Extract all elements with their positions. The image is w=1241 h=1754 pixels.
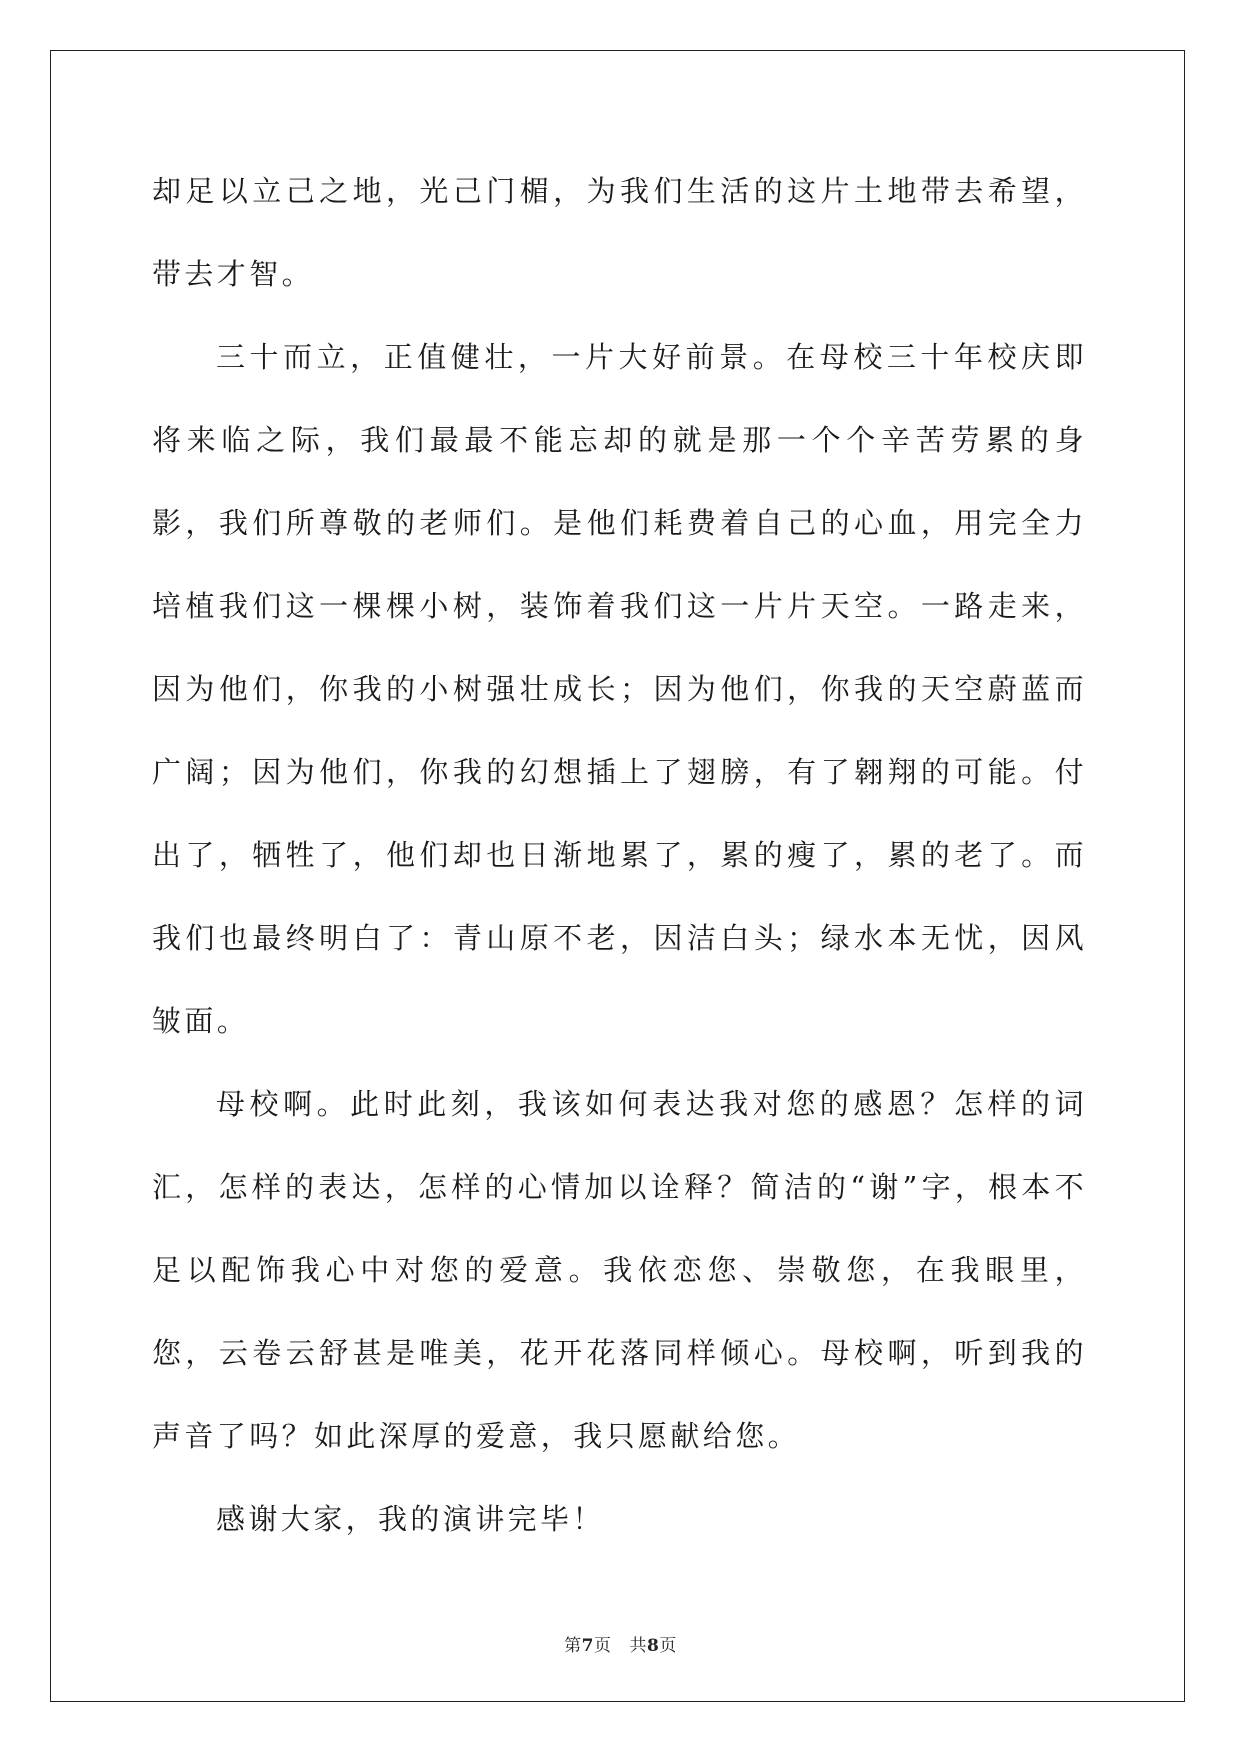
document-body (152, 150, 1087, 1561)
paragraph-continuation: 却足以立己之地，光己门楣，为我们生活的这片土地带去希望，带去才智。 (152, 174, 1087, 291)
paragraph-teachers: 三十而立，正值健壮，一片大好前景。在母校三十年校庆即将来临之际，我们最最不能忘却的就是那一个个辛苦劳累的身影，我们所尊敬的老师们。是他们耗费着自己的心血，用完全力培植我们这一棵棵小树，装饰着我们这一片片天空。一路走来，因为他们，你我的小树强壮成长；因为他们，你我的天空蔚蓝而广阔；因为他们，你我的幻想插上了翅膀，有了翱翔的可能。付出了，牺牲了，他们却也日渐地累了，累的瘦了，累的老了。而我们也最终明白了：青山原不老，因洁白头；绿水本无忧，因风皱面。 (152, 340, 1087, 1038)
page-number (564, 1631, 611, 1656)
page-footer (0, 1631, 1241, 1656)
page-prefix: 第 (564, 1636, 582, 1656)
page-total (630, 1631, 677, 1656)
total-prefix: 共 (629, 1636, 647, 1656)
total-pages: 8 (647, 1636, 660, 1656)
total-suffix: 页 (659, 1636, 677, 1656)
page-suffix: 页 (594, 1636, 612, 1656)
paragraph-closing: 感谢大家，我的演讲完毕！ (216, 1502, 605, 1536)
paragraph-gratitude: 母校啊。此时此刻，我该如何表达我对您的感恩？怎样的词汇，怎样的表达，怎样的心情加以诠释？简洁的“谢”字，根本不足以配饰我心中对您的爱意。我依恋您、崇敬您，在我眼里，您，云卷云舒甚是唯美，花开花落同样倾心。母校啊，听到我的声音了吗？如此深厚的爱意，我只愿献给您。 (152, 1087, 1087, 1453)
current-page: 7 (581, 1636, 594, 1656)
